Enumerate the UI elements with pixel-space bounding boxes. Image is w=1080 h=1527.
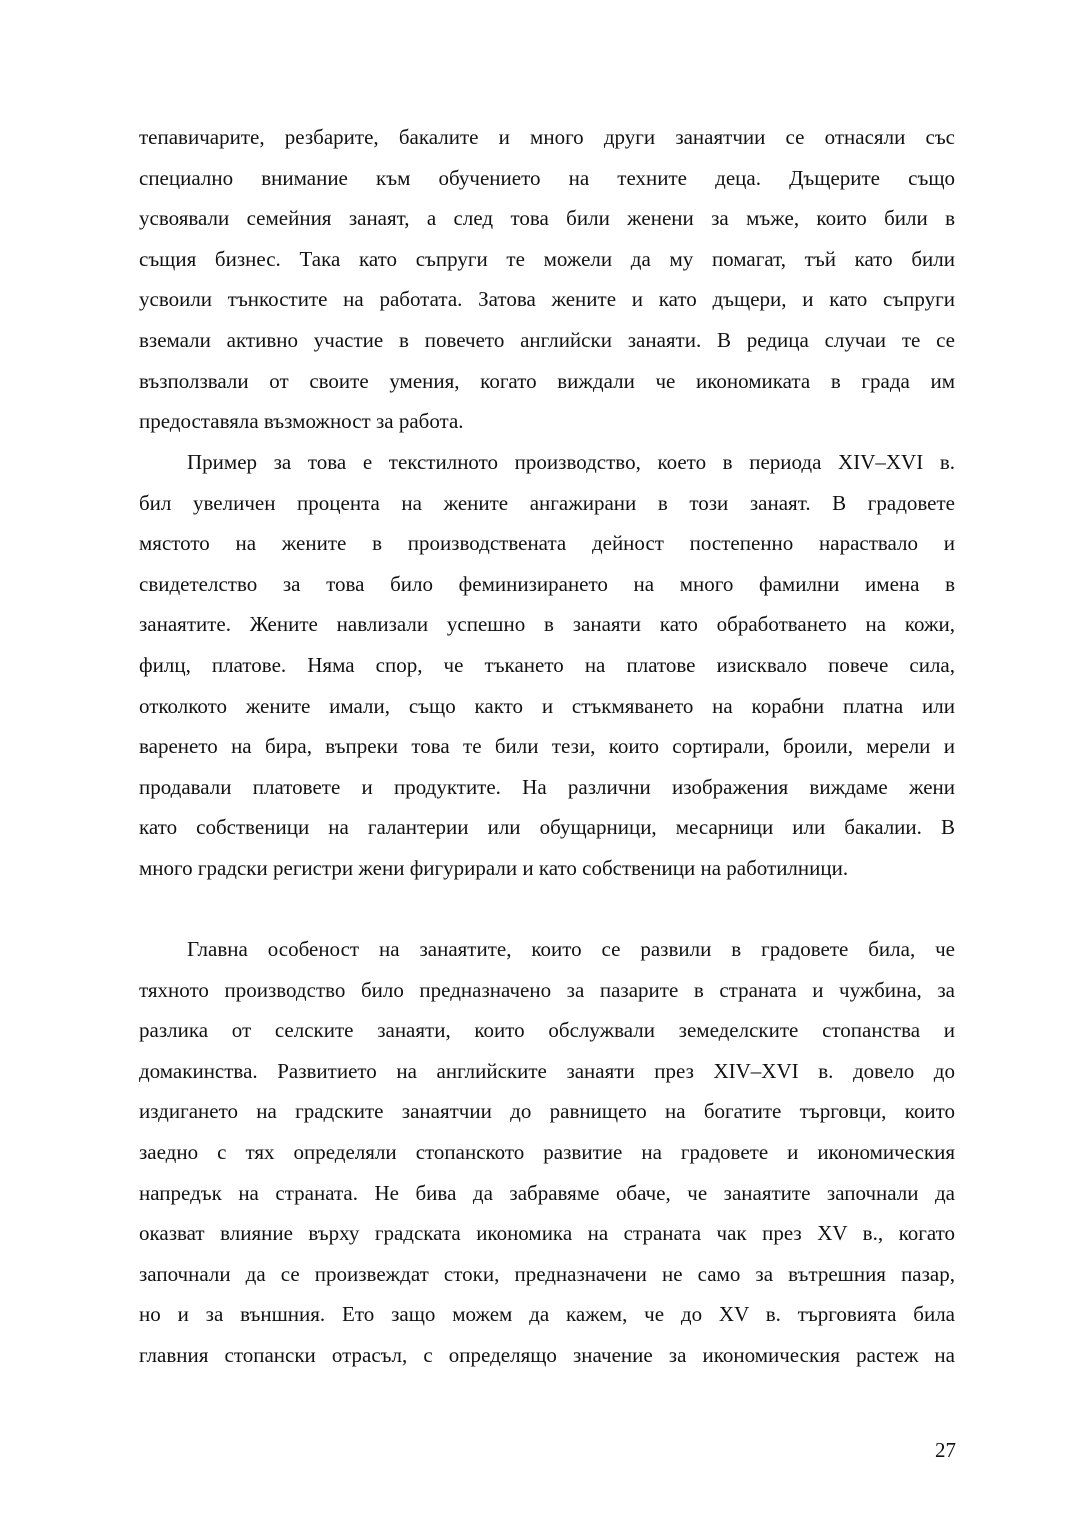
page-number: 27 bbox=[935, 1438, 956, 1462]
paragraph bbox=[139, 929, 955, 1376]
text-line: издигането на градските занаятчии до равнището на богатите търговци, които bbox=[139, 1099, 955, 1124]
text-line: мястото на жените в производствената дейност постепенно нараствало и bbox=[139, 531, 955, 556]
text-line: възползвали от своите умения, когато виждали че икономиката в града им bbox=[139, 368, 955, 393]
text-line: усвоявали семейния занаят, а след това били женени за мъже, които били в bbox=[139, 206, 955, 231]
text-line: бил увеличен процента на жените ангажирани в този занаят. В градовете bbox=[139, 490, 955, 515]
text-line: Главна особеност на занаятите, които се развили в градовете била, че bbox=[187, 937, 955, 961]
text-line: тепавичарите, резбарите, бакалите и много други занаятчии се отнасяли със bbox=[139, 125, 955, 149]
text-line: вземали активно участие в повечето английски занаяти. В редица случаи те се bbox=[139, 327, 955, 352]
text-line: разлика от селските занаяти, които обслужвали земеделските стопанства и bbox=[139, 1018, 955, 1043]
text-line: продавали платовете и продуктите. На различни изображения виждаме жени bbox=[139, 774, 955, 799]
text-line: усвоили тънкостите на работата. Затова жените и като дъщери, и като съпруги bbox=[139, 287, 955, 312]
text-line: същия бизнес. Така като съпруги те можели да му помагат, тъй като били bbox=[139, 246, 955, 271]
text-line: специално внимание към обучението на техните деца. Дъщерите също bbox=[139, 165, 955, 190]
paragraph bbox=[139, 442, 955, 889]
text-line: Пример за това е текстилното производство, което в периода XIV–XVI в. bbox=[187, 450, 955, 474]
text-line: предоставяла възможност за работа. bbox=[139, 409, 464, 434]
text-line: домакинства. Развитието на английските занаяти през XIV–XVI в. довело до bbox=[139, 1058, 955, 1083]
text-line: тяхното производство било предназначено за пазарите в страната и чужбина, за bbox=[139, 977, 955, 1002]
text-line: заедно с тях определяли стопанското развитие на градовете и икономическия bbox=[139, 1139, 955, 1164]
paragraph bbox=[139, 117, 955, 442]
text-line: започнали да се произвеждат стоки, предназначени не само за вътрешния пазар, bbox=[139, 1261, 955, 1286]
text-line: отколкото жените имали, също както и стъкмяването на корабни платна или bbox=[139, 693, 955, 718]
text-line: занаятите. Жените навлизали успешно в занаяти като обработването на кожи, bbox=[139, 612, 955, 637]
text-line: варенето на бира, въпреки това те били тези, които сортирали, броили, мерели и bbox=[139, 734, 955, 759]
text-line: но и за външния. Ето защо можем да кажем, че до XV в. търговията била bbox=[139, 1302, 955, 1327]
text-line: оказват влияние върху градската икономика на страната чак през XV в., когато bbox=[139, 1221, 955, 1246]
text-line: като собственици на галантерии или обущарници, месарници или бакалии. В bbox=[139, 815, 955, 840]
text-line: напредък на страната. Не бива да забравяме обаче, че занаятите започнали да bbox=[139, 1180, 955, 1205]
text-line: много градски регистри жени фигурирали и като собственици на работилници. bbox=[139, 855, 849, 880]
text-line: главния стопански отрасъл, с определящо значение за икономическия растеж на bbox=[139, 1342, 955, 1367]
text-line: свидетелство за това било феминизирането на много фамилни имена в bbox=[139, 571, 955, 596]
text-line: филц, платове. Няма спор, че тъкането на платове изисквало повече сила, bbox=[139, 652, 955, 677]
